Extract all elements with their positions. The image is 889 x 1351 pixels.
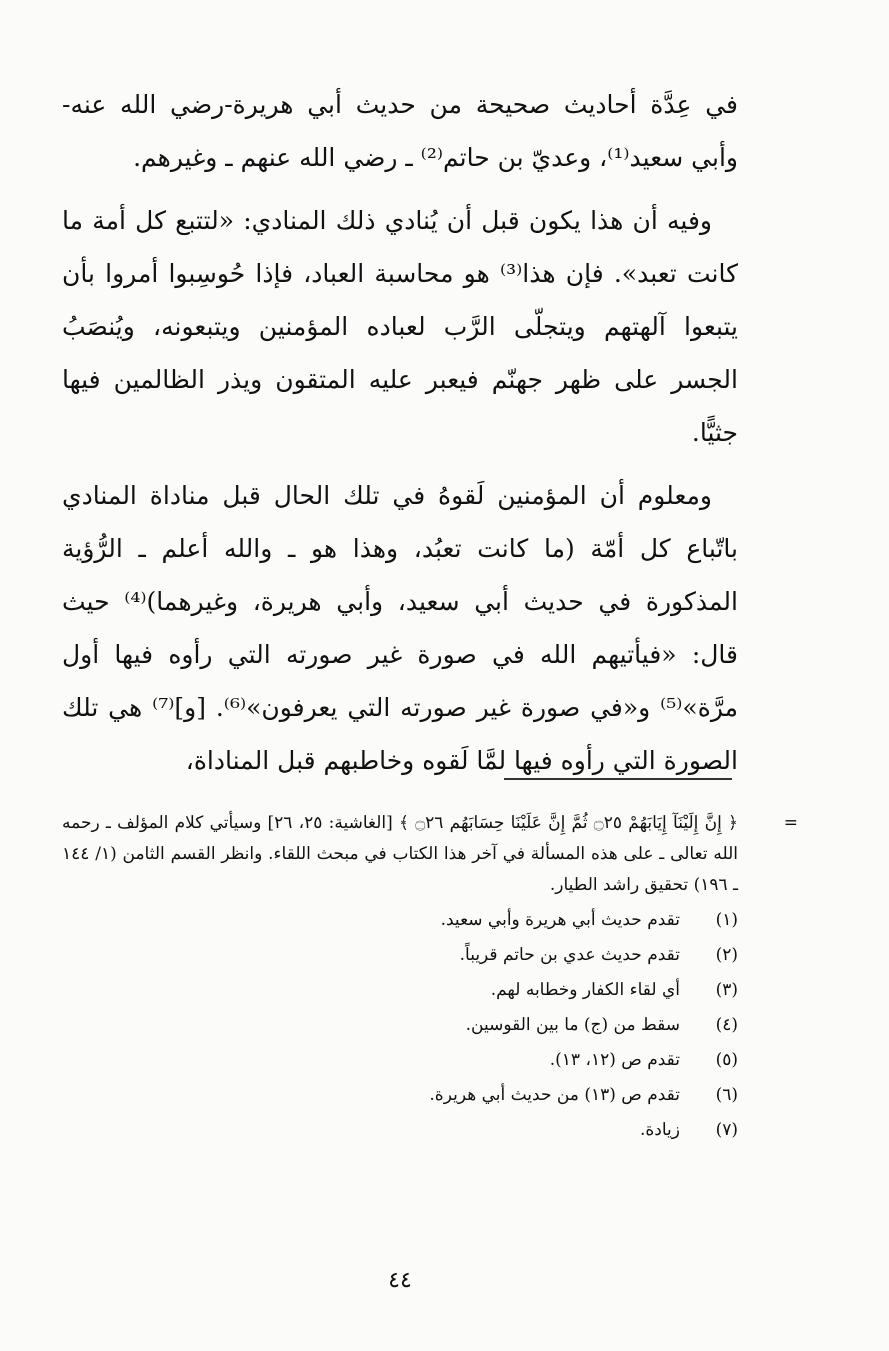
footnote-number: (٤) [715,1015,738,1035]
footnote-item [62,1115,738,1146]
footnote-text: تقدم ص (١٢، ١٣). [549,1050,680,1070]
footnote-divider [504,778,732,780]
footnote-item [62,940,738,971]
continuation-mark: = [783,813,798,833]
footnote-number: (٧) [715,1120,738,1140]
paragraph-2: وفيه أن هذا يكون قبل أن يُنادي ذلك المنادي: «لتتبع كل أمة ما كانت تعبد». فإن هذا⁽³⁾ هو محاسبة العباد، فإذا حُوسِبوا أمروا بأن يتبعوا آلهتهم ويتجلّى الرَّب لعباده المؤمنين ويتبعونه، ويُنصَبُ الجسر على ظهر جهنّم فيعبر عليه المتقون ويذر الظالمين فيها جثيًّا. [62,206,738,447]
footnote-text: تقدم ص (١٣) من حديث أبي هريرة. [429,1085,680,1105]
footnote-continuation-text: ﴿ إِنَّ إِلَيْنَآ إِيَابَهُمْ ۝٢٥ ثُمَّ إِنَّ عَلَيْنَا حِسَابَهُم ۝٢٦ ﴾ [الغاشية: ٢٥، ٢٦] وسيأتي كلام المؤلف ـ رحمه الله تعالى ـ على هذه المسألة في آخر هذا الكتاب في مبحث اللقاء. وانظر القسم الثامن (١/ ١٤٤ ـ ١٩٦) تحقيق راشد الطيار. [62,813,738,895]
page-number: ٤٤ [388,1268,412,1293]
paragraph-3: ومعلوم أن المؤمنين لَقوهُ في تلك الحال قبل مناداة المنادي باتّباع كل أمّة (ما كانت تعبُد، وهذا هو ـ والله أعلم ـ الرُّؤية المذكورة في حديث أبي سعيد، وأبي هريرة، وغيرهما)⁽⁴⁾ حيث قال: «فيأتيهم الله في صورة غير صورته التي رأوه فيها أول مرَّة»⁽⁵⁾ و«في صورة غير صورته التي يعرفون»⁽⁶⁾. [و]⁽⁷⁾ هي تلك الصورة التي رأوه فيها لمَّا لَقوه وخاطبهم قبل المناداة، [62,481,738,775]
footnotes-section [62,808,798,1146]
footnote-text: تقدم حديث عدي بن حاتم قريباً. [459,945,680,965]
footnote-item [62,1080,738,1111]
footnote-number: (٢) [715,945,738,965]
footnote-item [62,1045,738,1076]
footnote-continuation [62,808,798,901]
main-text [62,78,738,787]
footnote-number: (٦) [715,1085,738,1105]
footnote-text: زيادة. [639,1120,680,1140]
footnote-item [62,975,738,1006]
footnote-item [62,1010,738,1041]
footnote-text: أي لقاء الكفار وخطابه لهم. [490,980,680,1000]
footnote-number: (١) [715,910,738,930]
footnote-number: (٣) [715,980,738,1000]
footnote-text: تقدم حديث أبي هريرة وأبي سعيد. [440,910,680,930]
paragraph-1: في عِدَّة أحاديث صحيحة من حديث أبي هريرة-رضي الله عنه- وأبي سعيد⁽¹⁾، وعديّ بن حاتم⁽²⁾ ـ رضي الله عنهم ـ وغيرهم. [62,90,738,172]
book-page [62,78,798,1308]
footnote-text: سقط من (ج) ما بين القوسين. [465,1015,680,1035]
footnote-item [62,905,738,936]
footnote-number: (٥) [715,1050,738,1070]
